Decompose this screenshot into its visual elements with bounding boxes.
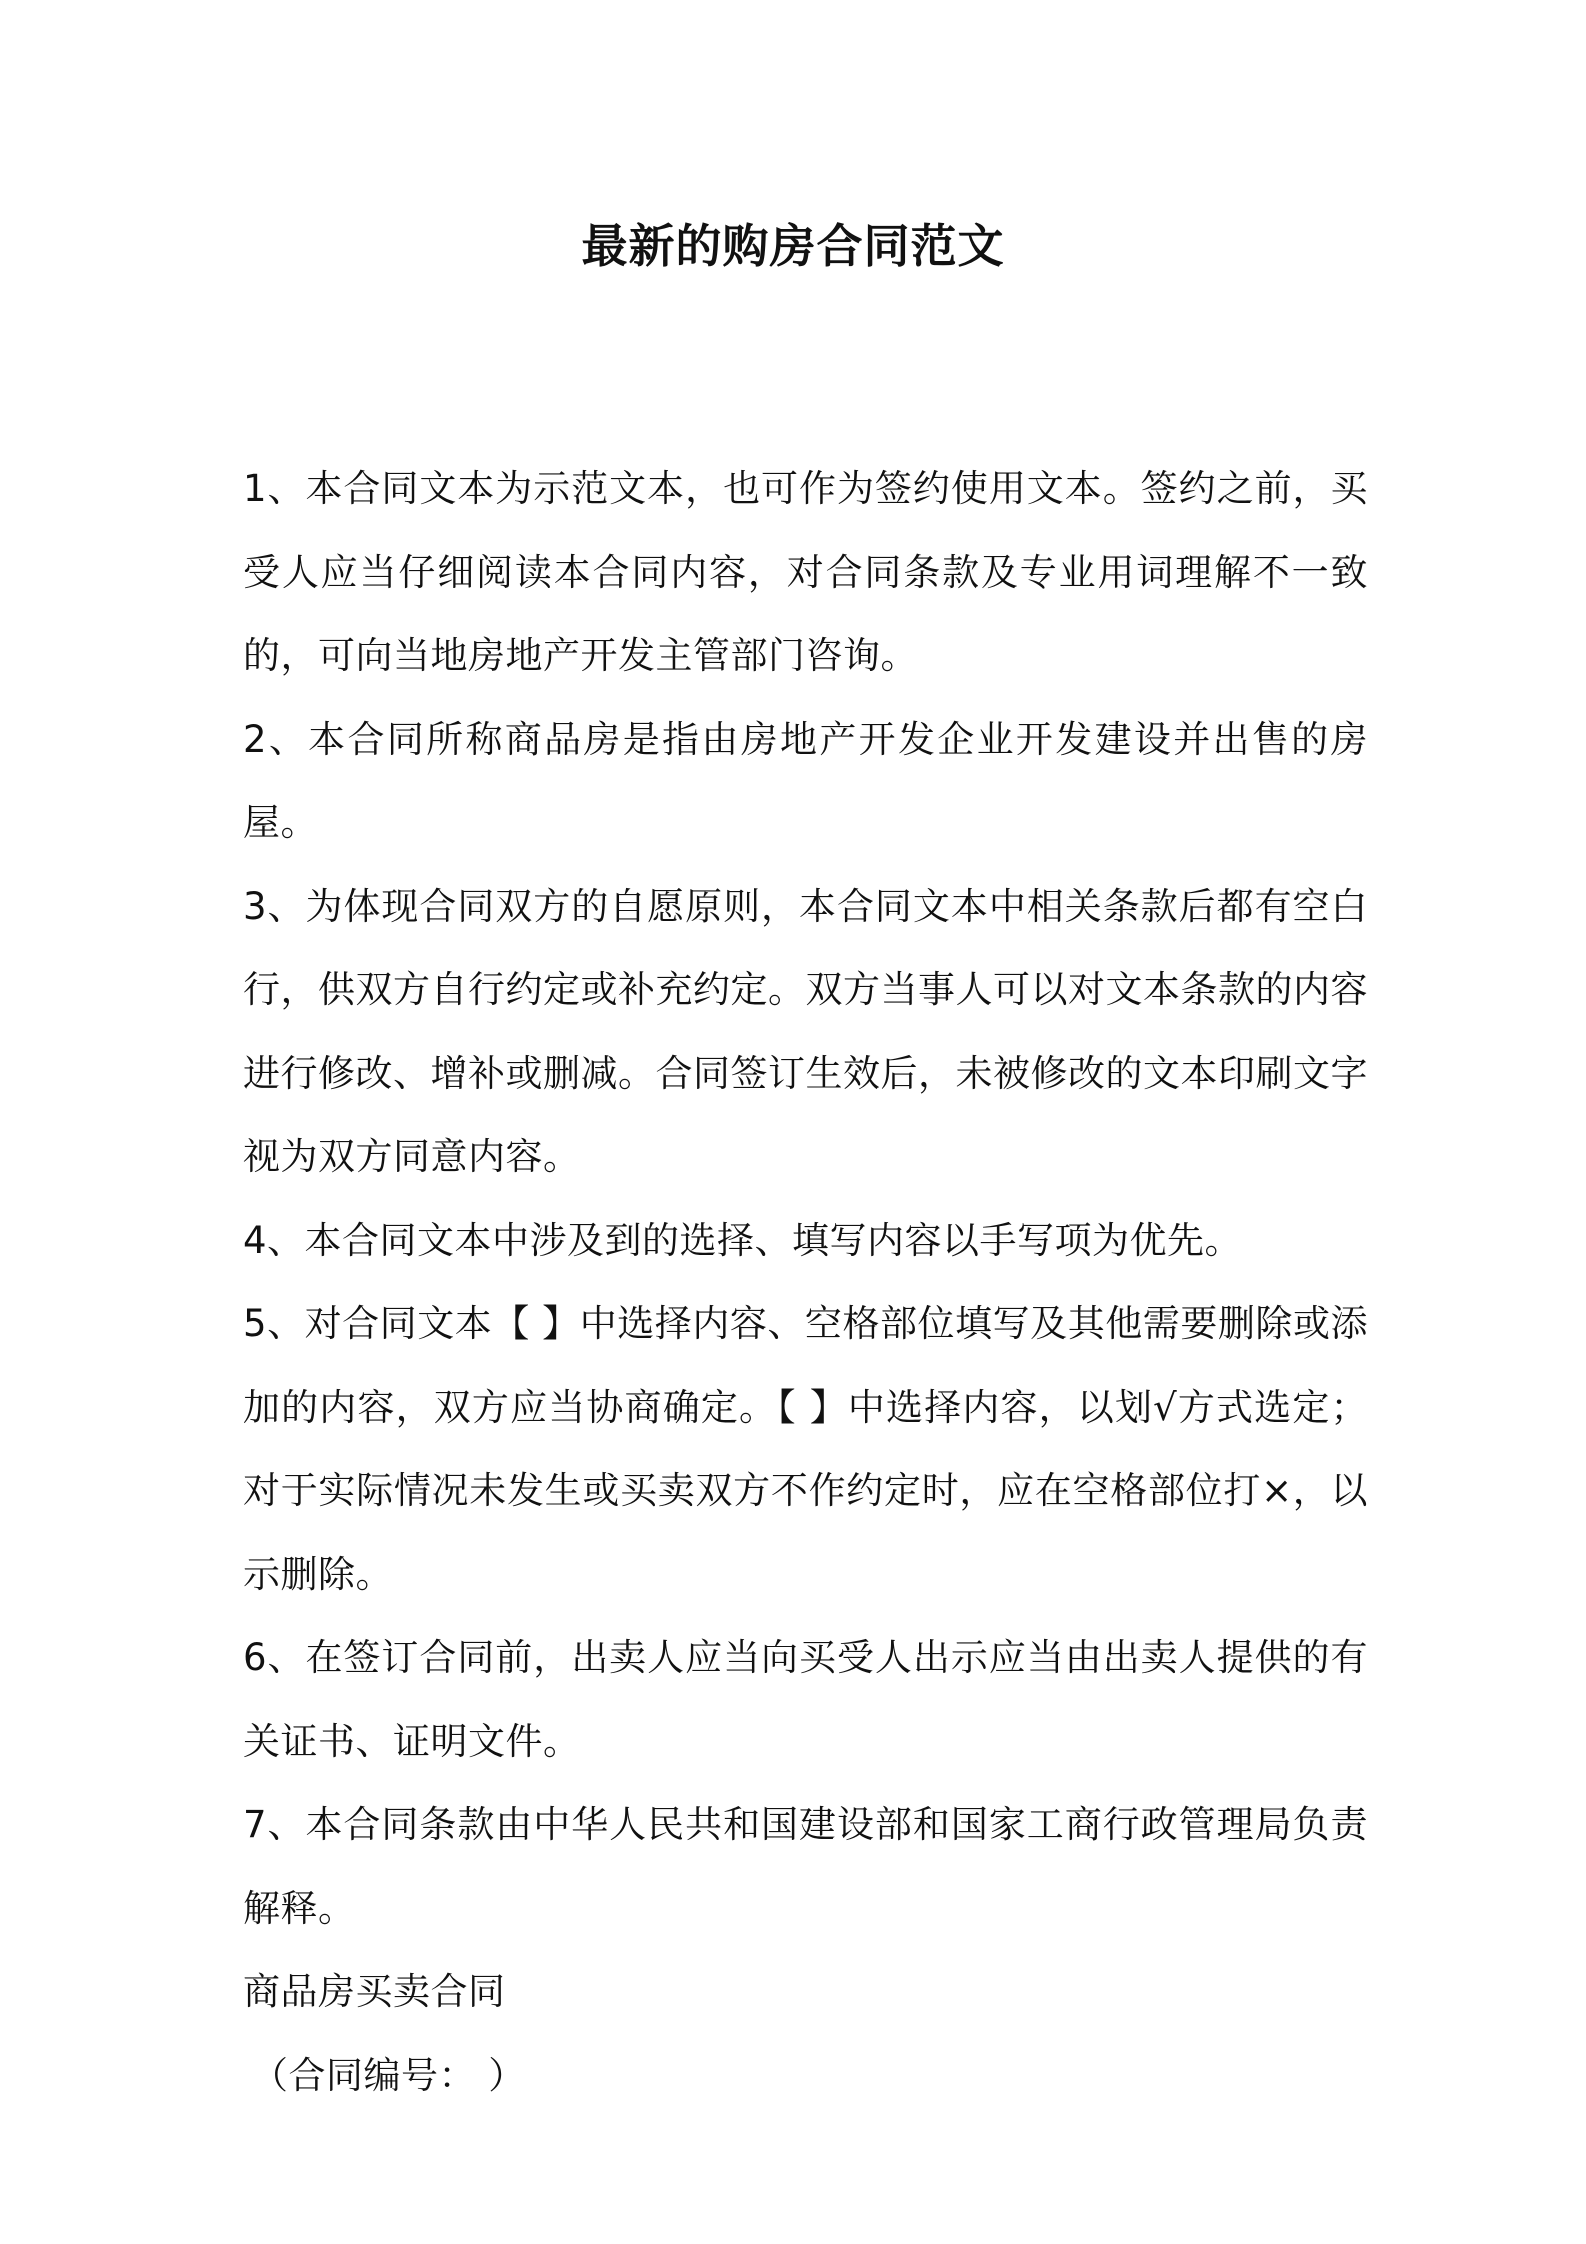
clause-5-paragraph: 5、对合同文本【 】中选择内容、空格部位填写及其他需要删除或添加的内容，双方应当协商确定。【 】中选择内容，以划√方式选定；对于实际情况未发生或买卖双方不作约定时，应在空格部位打×，以示删除。 — [243, 1302, 1368, 1596]
document-body — [243, 447, 1368, 2117]
clause-3-paragraph: 3、为体现合同双方的自愿原则，本合同文本中相关条款后都有空白行，供双方自行约定或补充约定。双方当事人可以对文本条款的内容进行修改、增补或删减。合同签订生效后，未被修改的文本印刷文字视为双方同意内容。 — [243, 884, 1368, 1178]
document-title: 最新的购房合同范文 — [581, 219, 1005, 273]
clause-7-paragraph: 7、本合同条款由中华人民共和国建设部和国家工商行政管理局负责解释。 — [243, 1803, 1368, 1930]
contract-number-line: （合同编号： ） — [251, 2053, 526, 2097]
clause-1-paragraph: 1、本合同文本为示范文本，也可作为签约使用文本。签约之前，买受人应当仔细阅读本合同内容，对合同条款及专业用词理解不一致的，可向当地房地产开发主管部门咨询。 — [243, 467, 1368, 677]
contract-name-heading: 商品房买卖合同 — [243, 1970, 506, 2013]
clause-6-paragraph: 6、在签订合同前，出卖人应当向买受人出示应当由出卖人提供的有关证书、证明文件。 — [243, 1636, 1368, 1763]
clause-4-paragraph: 4、本合同文本中涉及到的选择、填写内容以手写项为优先。 — [243, 1218, 1243, 1262]
clause-2-paragraph: 2、本合同所称商品房是指由房地产开发企业开发建设并出售的房屋。 — [243, 717, 1368, 844]
